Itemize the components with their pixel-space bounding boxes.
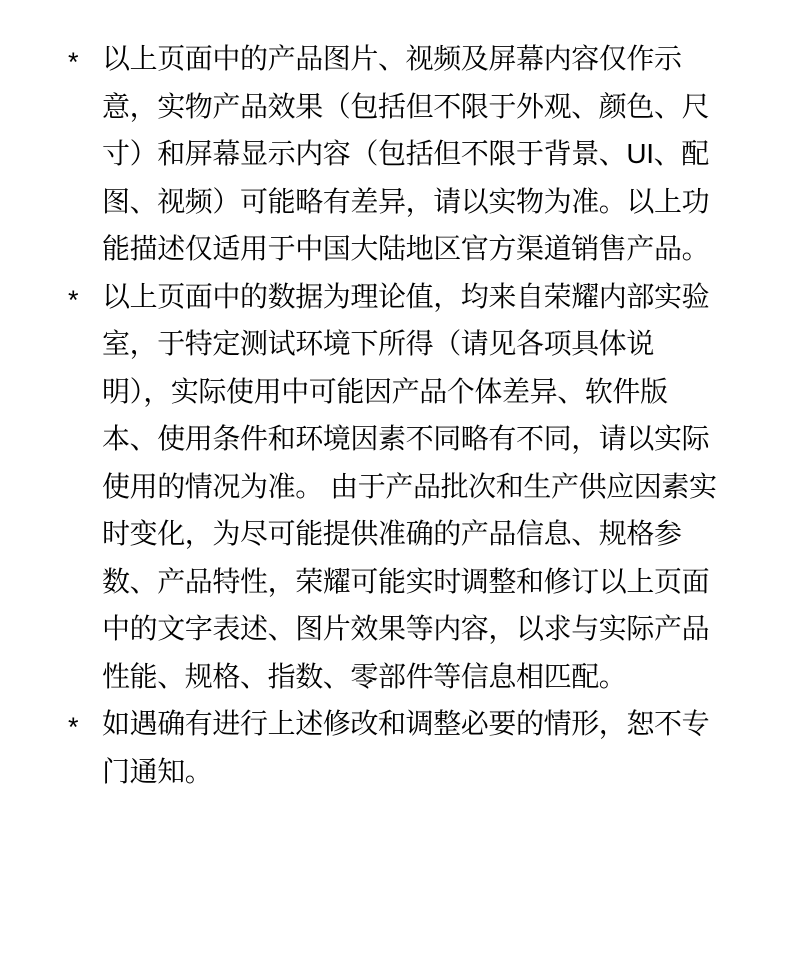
disclaimer-item [0,700,790,795]
text-line: 数、产品特性，荣耀可能实时调整和修订以上页面 [102,565,710,597]
text-line: 门通知。 [102,755,213,787]
text-line: 以上页面中的数据为理论值，均来自荣耀内部实验 [102,280,710,312]
text-line: 能描述仅适用于中国大陆地区官方渠道销售产品。 [102,233,710,264]
text-line: 明），实际使用中可能因产品个体差异、软件版 [102,375,668,407]
disclaimer-item [0,35,790,273]
text-line: 图、视频）可能略有差异，请以实物为准。以上功 [102,185,710,217]
asterisk-marker: * [68,47,79,77]
text-line: 性能、规格、指数、零部件等信息相匹配。 [102,660,627,692]
asterisk-marker: * [68,284,79,315]
disclaimer-item-text [102,273,726,701]
text-line: 本、使用条件和环境因素不同略有不同，请以实际 [102,423,710,454]
text-line: 以上页面中的产品图片、视频及屏幕内容仅作示 [102,43,682,74]
text-line: 中的文字表述、图片效果等内容，以求与实际产品 [102,613,710,644]
text-line: 寸）和屏幕显示内容（包括但不限于背景、UI、配 [102,138,709,169]
asterisk-marker: * [68,712,79,742]
disclaimer-item [0,273,790,701]
disclaimer-item-text [102,35,726,273]
text-line: 室，于特定测试环境下所得（请见各项具体说 [102,328,655,359]
text-line: 时变化，为尽可能提供准确的产品信息、规格参 [102,518,682,549]
text-line: 如遇确有进行上述修改和调整必要的情形，恕不专 [102,708,710,739]
text-line: 意，实物产品效果（包括但不限于外观、颜色、尺 [102,90,710,122]
text-line: 使用的情况为准。 由于产品批次和生产供应因素实 [102,470,717,502]
disclaimer-item-text [102,700,726,795]
